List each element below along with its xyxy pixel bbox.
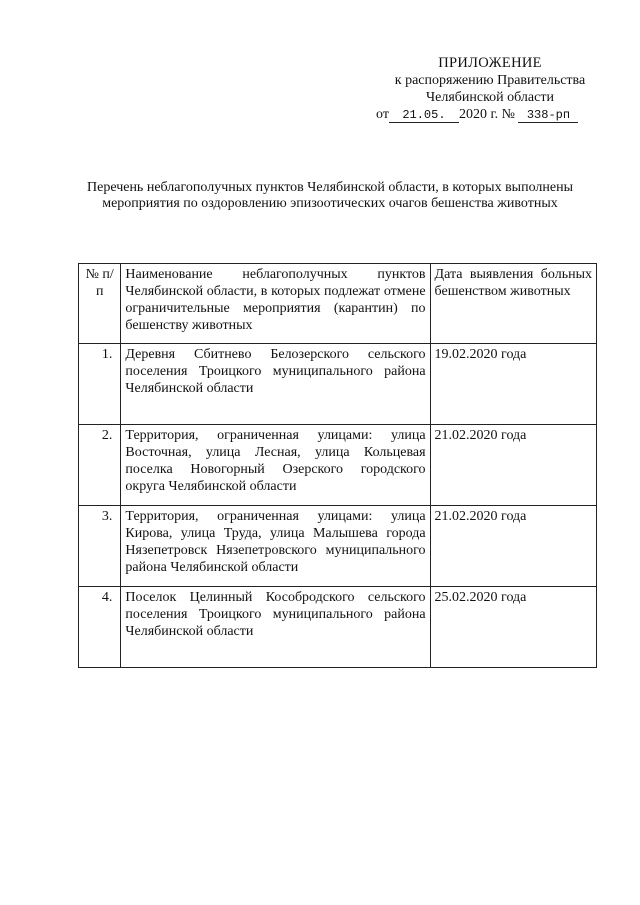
handwritten-date: 21.05.	[389, 109, 459, 123]
row-date: 19.02.2020 года	[430, 344, 596, 425]
row-num: 3.	[79, 506, 121, 587]
handwritten-number: 338-рп	[518, 109, 578, 123]
table-row	[79, 587, 597, 668]
appendix-line-2: Челябинской области	[426, 90, 554, 105]
appendix-block	[360, 55, 620, 123]
row-date: 21.02.2020 года	[430, 506, 596, 587]
table-row	[79, 425, 597, 506]
row-name: Деревня Сбитнево Белозерского сельского поселения Троицкого муниципального района Челябинской области	[121, 344, 430, 425]
points-table	[78, 263, 597, 668]
document-title: Перечень неблагополучных пунктов Челябинской области, в которых выполнены мероприятия по оздоровлению эпизоотических очагов бешенства животных	[87, 180, 573, 211]
table-row	[79, 344, 597, 425]
row-date: 21.02.2020 года	[430, 425, 596, 506]
appendix-title: ПРИЛОЖЕНИЕ	[438, 55, 542, 71]
row-name: Поселок Целинный Кособродского сельского поселения Троицкого муниципального района Челябинской области	[121, 587, 430, 668]
year-text: 2020 г. №	[458, 107, 515, 122]
table-header-row	[79, 264, 597, 344]
from-label: от	[376, 107, 389, 122]
row-num: 1.	[79, 344, 121, 425]
header-num: № п/п	[79, 264, 121, 344]
table-row	[79, 506, 597, 587]
header-name: Наименование неблагополучных пунктов Челябинской области, в которых подлежат отмене ограничительные мероприятия (карантин) по бешенству животных	[121, 264, 430, 344]
row-num: 4.	[79, 587, 121, 668]
row-name: Территория, ограниченная улицами: улица Кирова, улица Труда, улица Малышева города Нязепетровск Нязепетровского муниципального района Челябинской области	[121, 506, 430, 587]
row-name: Территория, ограниченная улицами: улица Восточная, улица Лесная, улица Кольцевая поселка Новогорный Озерского городского округа Челябинской области	[121, 425, 430, 506]
row-num: 2.	[79, 425, 121, 506]
row-date: 25.02.2020 года	[430, 587, 596, 668]
header-date: Дата выявления больных бешенством животных	[430, 264, 596, 344]
appendix-date-line	[376, 106, 620, 123]
appendix-line-1: к распоряжению Правительства	[394, 73, 586, 88]
